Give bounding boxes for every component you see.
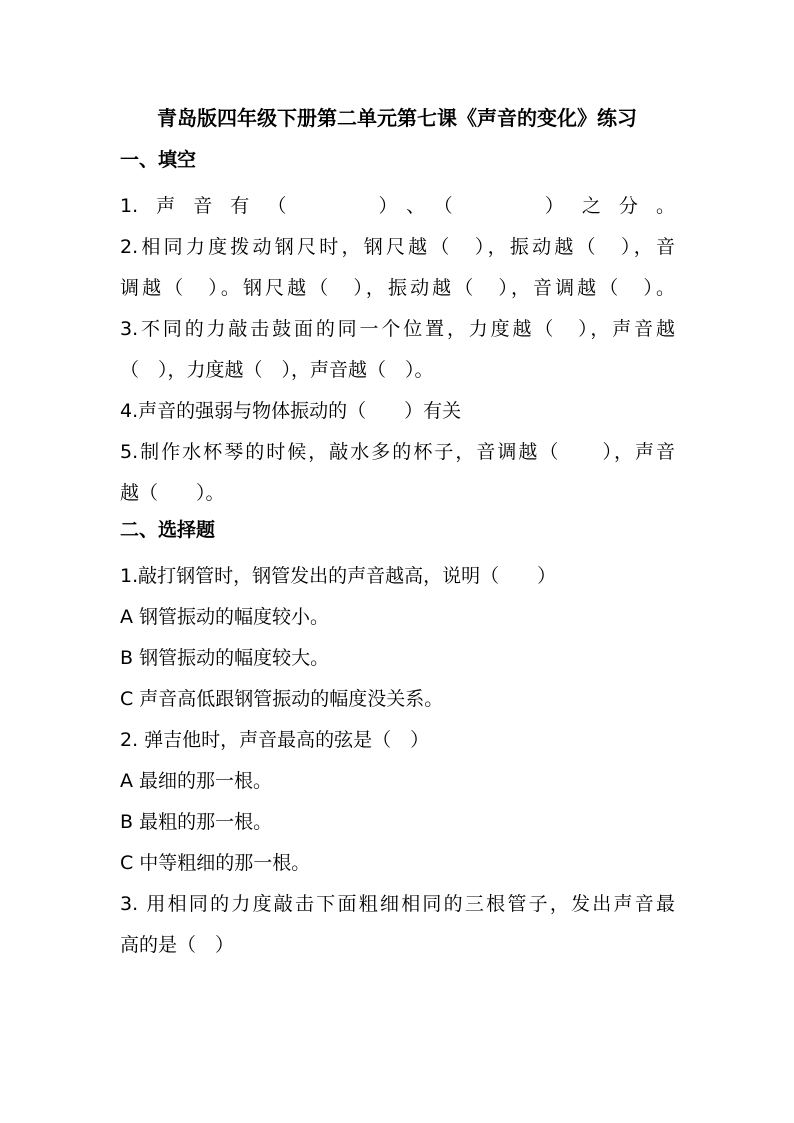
fill-blank-q2-line2: 调越（ ）。钢尺越（ ），振动越（ ），音调越（ ）。: [120, 277, 675, 299]
choice-q2-option-b: B 最粗的那一根。: [120, 811, 273, 833]
fill-blank-q4: 4.声音的强弱与物体振动的（ ）有关: [120, 400, 462, 422]
worksheet-title: 青岛版四年级下册第二单元第七课《声音的变化》练习: [157, 106, 637, 130]
choice-q1: 1.敲打钢管时，钢管发出的声音越高，说明（ ）: [120, 565, 557, 587]
section-heading-multiple-choice: 二、选择题: [120, 519, 216, 541]
choice-q1-option-c: C 声音高低跟钢管振动的幅度没关系。: [120, 688, 444, 710]
fill-blank-q3-line1: 3.不同的力敲击鼓面的同一个位置，力度越（ ），声音越: [120, 318, 675, 340]
fill-blank-q5-line1: 5.制作水杯琴的时候，敲水多的杯子，音调越（ ），声音: [120, 441, 675, 463]
choice-q2-option-c: C 中等粗细的那一根。: [120, 852, 311, 874]
worksheet-content: [120, 144, 675, 966]
fill-blank-q1: 1.声音有（ ）、（ ）之分。: [120, 195, 675, 217]
choice-q2-option-a: A 最细的那一根。: [120, 770, 273, 792]
choice-q1-option-a: A 钢管振动的幅度较小。: [120, 606, 330, 628]
section-heading-fill-blank: 一、填空: [120, 149, 197, 171]
fill-blank-q3-line2: （ ），力度越（ ），声音越（ ）。: [120, 359, 434, 381]
fill-blank-q5-line2: 越（ ）。: [120, 482, 225, 504]
choice-q1-option-b: B 钢管振动的幅度较大。: [120, 647, 330, 669]
choice-q3-line2: 高的是（ ）: [120, 934, 235, 956]
choice-q3-line1: 3. 用相同的力度敲击下面粗细相同的三根管子，发出声音最: [120, 893, 675, 915]
choice-q2: 2. 弹吉他时，声音最高的弦是（ ）: [120, 729, 430, 751]
fill-blank-q2-line1: 2.相同力度拨动钢尺时，钢尺越（ ），振动越（ ），音: [120, 236, 675, 258]
